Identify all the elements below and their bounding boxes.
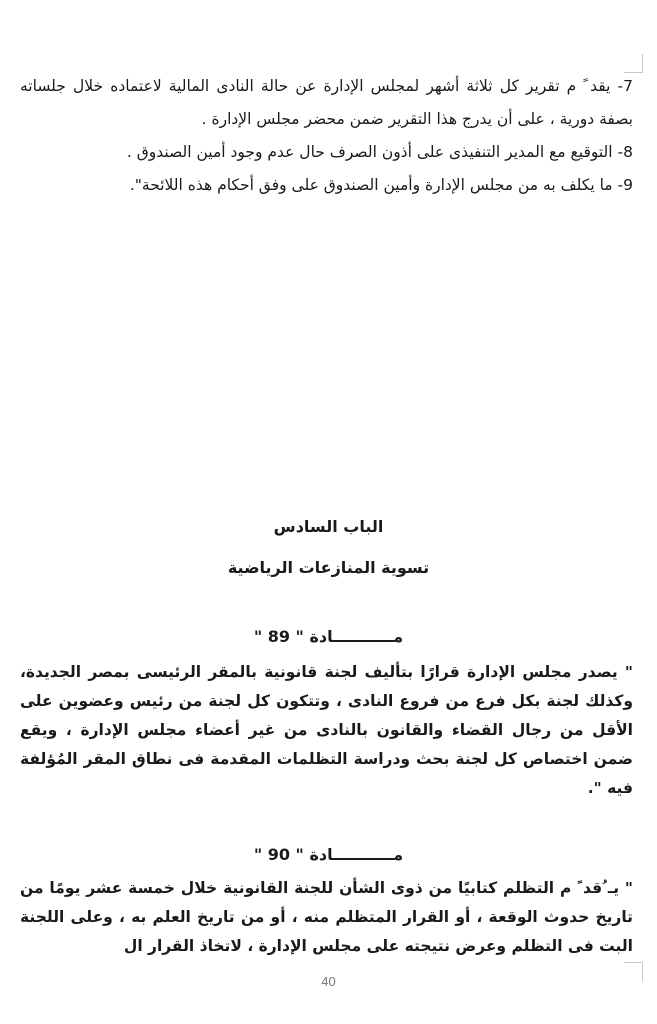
numbered-list (20, 70, 633, 202)
list-item-text: التوقيع مع المدير التنفيذى على أذون الصرف حال عدم وجود أمين الصندوق . (126, 143, 613, 161)
list-item-7 (20, 70, 633, 136)
list-item-9 (20, 169, 633, 202)
page-number: 40 (321, 974, 336, 989)
list-item-number: 9- (617, 176, 633, 194)
list-item-number: 7- (617, 77, 633, 95)
article-90-body: " يـ ُقد ً م التظلم كتابيًا من ذوى الشأن للجنة القانونية خلال خمسة عشر يومًا من تاريخ حدوث الوقعة ، أو القرار المتظلم منه ، أو من تاريخ العلم به ، وعلى اللجنة البت فى التظلم وعرض نتيجته على مجلس الإدارة ، لاتخاذ القرار ال (20, 879, 633, 955)
chapter-title: الباب السادس (273, 517, 384, 536)
article-90-title: مـــــــــــادة " 90 " (253, 845, 404, 864)
list-item-text: ما يكلف به من مجلس الإدارة وأمين الصندوق على وفق أحكام هذه اللائحة". (129, 176, 613, 194)
list-item-text: يقد ً م تقرير كل ثلاثة أشهر لمجلس الإدارة عن حالة النادى المالية لاعتماده خلال جلساته بصفة دورية ، على أن يدرج هذا التقرير ضمن محضر مجلس الإدارة . (20, 77, 633, 128)
crop-mark-bottom-right (624, 962, 643, 981)
list-item-8 (20, 136, 633, 169)
article-89-title: مـــــــــــادة " 89 " (253, 627, 404, 646)
chapter-subtitle: تسوية المنازعات الرياضية (227, 558, 430, 577)
list-item-number: 8- (617, 143, 633, 161)
article-89-body: " يصدر مجلس الإدارة قرارًا بتأليف لجنة قانونية بالمقر الرئيسى بمصر الجديدة، وكذلك لجنة بكل فرع من فروع النادى ، وتتكون كل لجنة من رئيس وعضوين على الأقل من رجال القضاء والقانون بالنادى من غير أعضاء مجلس الإدارة ، ويقع ضمن اختصاص كل لجنة بحث ودراسة التظلمات المقدمة فى نطاق المقر المُؤلفة فيه ". (20, 663, 633, 797)
